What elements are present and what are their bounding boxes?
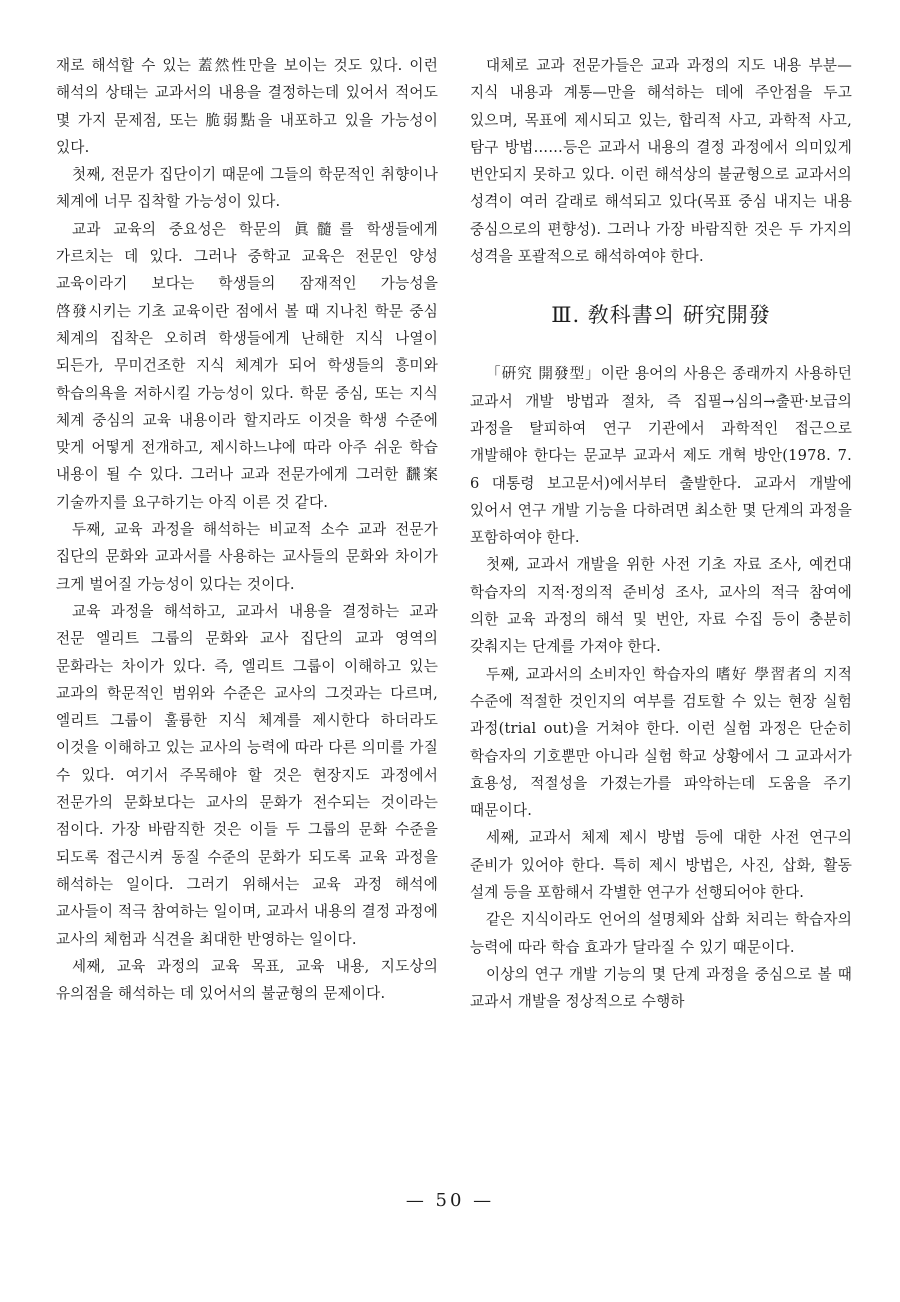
body-paragraph: 이상의 연구 개발 기능의 몇 단계 과정을 중심으로 볼 때 교과서 개발을 정상적으로 수행하 [470,965,852,1011]
body-paragraph: 대체로 교과 전문가들은 교과 과정의 지도 내용 부분—지식 내용과 계통—만을 해석하는 데에 주안점을 두고 있으며, 목표에 제시되고 있는, 합리적 사고, 과학적 사고, 탐구 방법……등은 교과서 내용의 결정 과정에서 의미있게 번안되지 못하고 있다. 이런 해석상의 불균형으로 교과서의 성격이 여러 갈래로 해석되고 있다(목표 중심 내지는 내용 중심으로의 편향성). 그러나 가장 바람직한 것은 두 가지의 성격을 포괄적으로 해석하여야 한다. [470,57,852,266]
left-column [56,52,438,1007]
body-paragraph: 세째, 교과서 체제 제시 방법 등에 대한 사전 연구의 준비가 있어야 한다. 특히 제시 방법은, 사진, 삽화, 활동 설계 등을 포함해서 각별한 연구가 선행되어야 한다. [470,829,852,902]
body-paragraph: 「硏究 開發型」이란 용어의 사용은 종래까지 사용하던 교과서 개발 방법과 절차, 즉 집필→심의→출판·보급의 과정을 탈피하여 연구 기관에서 과학적인 접근으로 개발해야 한다는 문교부 교과서 제도 개혁 방안(1978. 7. 6 대통령 보고문서)에서부터 출발한다. 교과서 개발에 있어서 연구 개발 기능을 다하려면 최소한 몇 단계의 과정을 포함하여야 한다. [470,365,852,547]
body-paragraph: 두째, 교육 과정을 해석하는 비교적 소수 교과 전문가 집단의 문화와 교과서를 사용하는 교사들의 문화와 차이가 크게 벌어질 가능성이 있다는 것이다. [56,521,438,593]
body-paragraph: 첫째, 전문가 집단이기 때문에 그들의 학문적인 취향이나 체계에 너무 집착할 가능성이 있다. [56,166,438,211]
section-heading: Ⅲ. 敎科書의 硏究開發 [551,303,771,328]
body-paragraph: 교과 교육의 중요성은 학문의 眞髓를 학생들에게 가르치는 데 있다. 그러나 중학교 교육은 전문인 양성 교육이라기 보다는 학생들의 잠재적인 가능성을 啓發시키는 기초 교육이란 점에서 볼 때 지나친 학문 중심 체계의 집착은 오히려 학생들에게 난해한 지식 나열이 되든가, 무미건조한 지식 체계가 되어 학생들의 흥미와 학습의욕을 저하시킬 가능성이 있다. 학문 중심, 또는 지식 체계 중심의 교육 내용이라 할지라도 이것을 학생 수준에 맞게 어떻게 전개하고, 제시하느냐에 따라 아주 쉬운 학습 내용이 될 수 있다. 그러나 교과 전문가에게 그러한 飜案 기술까지를 요구하기는 아직 이른 것 같다. [56,220,438,511]
body-paragraph: 교육 과정을 해석하고, 교과서 내용을 결정하는 교과 전문 엘리트 그룹의 문화와 교사 집단의 교과 영역의 문화라는 차이가 있다. 즉, 엘리트 그룹이 이해하고 있는 교과의 학문적인 범위와 수준은 교사의 그것과는 다르며, 엘리트 그룹이 훌륭한 지식 체계를 제시한다 하더라도 이것을 이해하고 있는 교사의 능력에 따라 다른 의미를 가질 수 있다. 여기서 주목해야 할 것은 현장지도 과정에서 전문가의 문화보다는 교사의 문화가 전수되는 것이라는 점이다. 가장 바람직한 것은 이들 두 그룹의 문화 수준을 되도록 접근시켜 동질 수준의 문화가 되도록 교육 과정을 해석하는 일이다. 그러기 위해서는 교육 과정 해석에 교사들이 적극 참여하는 일이며, 교과서 내용의 결정 과정에 교사의 체험과 식견을 최대한 반영하는 일이다. [56,602,438,948]
right-column [470,52,852,1016]
body-paragraph: 첫째, 교과서 개발을 위한 사전 기초 자료 조사, 예컨대 학습자의 지적·정의적 준비성 조사, 교사의 적극 참여에 의한 교육 과정의 해석 및 번안, 자료 수집 등이 충분히 갖춰지는 단계를 가져야 한다. [470,556,852,656]
body-paragraph: 같은 지식이라도 언어의 설명체와 삽화 처리는 학습자의 능력에 따라 학습 효과가 달라질 수 있기 때문이다. [470,911,852,956]
body-paragraph: 세째, 교육 과정의 교육 목표, 교육 내용, 지도상의 유의점을 해석하는 데 있어서의 불균형의 문제이다. [56,957,438,1003]
page-number: — 50 — [405,1190,495,1211]
body-paragraph: 재로 해석할 수 있는 蓋然性만을 보이는 것도 있다. 이런 해석의 상태는 교과서의 내용을 결정하는데 있어서 적어도 몇 가지 문제점, 또는 脆弱點을 내포하고 있을 가능성이 있다. [56,57,438,156]
body-paragraph: 두째, 교과서의 소비자인 학습자의 嗜好 學習者의 지적 수준에 적절한 것인지의 여부를 검토할 수 있는 현장 실험 과정(trial out)을 거쳐야 한다. 이런 실험 과정은 단순히 학습자의 기호뿐만 아니라 실험 학교 상황에서 그 교과서가 효용성, 적절성을 가졌는가를 파악하는데 도움을 주기 때문이다. [470,665,852,820]
